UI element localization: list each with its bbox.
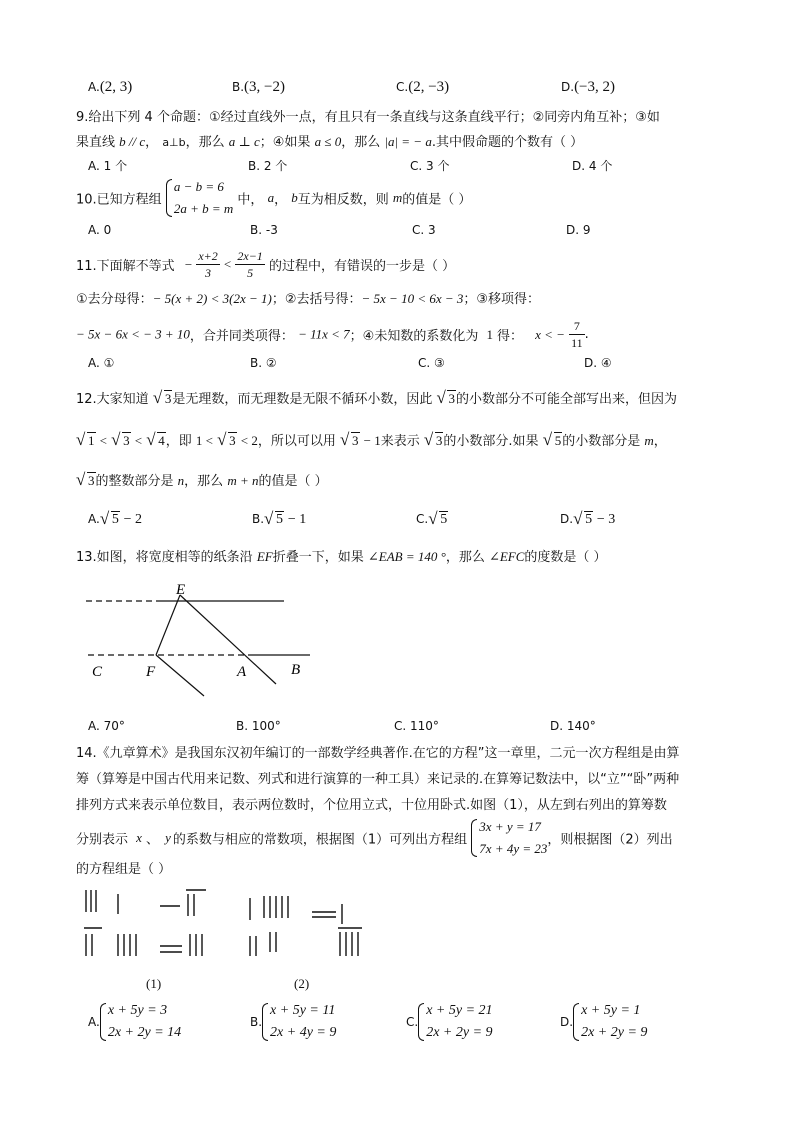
q12-line-1: 12.大家知道 √ 3是无理数，而无理数是无限不循环小数，因此 √ 3的小数部分不可能全部写出来，但因为: [76, 388, 677, 407]
figure-1-caption: (1): [146, 976, 162, 991]
q11-option-b[interactable]: B. ②: [250, 356, 277, 370]
q14-line-1: 14.《九章算术》是我国东汉初年编订的一部数学经典著作.在它的方程”这一章里，二元一次方程组是由算: [76, 746, 680, 761]
q14-option-c[interactable]: C.x + 5y = 21 2x + 2y = 9: [406, 1000, 493, 1044]
q12-option-a[interactable]: A.√ 5 − 2: [88, 512, 142, 528]
q8-option-b[interactable]: B.(3, −2): [232, 79, 285, 95]
label-f: F: [146, 664, 156, 680]
q11-stem: 11.下面解不等式 − $\frac{x+2}{3}$ < $\frac{2x-1}{5}$ 的过程中，有错误的一步是（ ）: [76, 249, 456, 280]
q10-equation-system: a − b = 6 2a + b = m: [166, 176, 233, 220]
q10-option-b[interactable]: B. -3: [250, 223, 278, 237]
figure-2-caption: (2): [294, 976, 310, 991]
q10-option-c[interactable]: C. 3: [412, 223, 436, 237]
q14-option-a[interactable]: A.x + 5y = 3 2x + 2y = 14: [88, 1000, 181, 1044]
q9-line-2: 果直线 b // c， a⊥b，那么 a ⊥ c；④如果 a ≤ 0，那么 |a| = − a.其中假命题的个数有（ ）: [76, 134, 584, 150]
label-b: B: [291, 662, 301, 678]
q14-example-system: 3x + y = 17 7x + 4y = 23: [471, 816, 547, 860]
q14-line-5: 的方程组是（ ）: [76, 862, 172, 877]
q8-option-c[interactable]: C.(2, −3): [396, 79, 450, 95]
q8-option-a[interactable]: A.(2, 3): [88, 79, 133, 95]
q9-option-d[interactable]: D. 4 个: [572, 159, 613, 173]
q12-line-2: √ 1 < √ 3 < √ 4，即 1 < √ 3 < 2，所以可以用 √ 3 − 1来表示 √ 3的小数部分.如果 √ 5的小数部分是 m，: [76, 430, 667, 449]
q13-folding-figure: [80, 578, 320, 703]
q11-option-c[interactable]: C. ③: [418, 356, 445, 370]
q11-steps-line-2: − 5x − 6x < − 3 + 10，合并同类项得： − 11x < 7；④未知数的系数化为 1 得： x < − $\frac{7}{11}$ .: [76, 319, 589, 350]
q14-option-b[interactable]: B.x + 5y = 11 2x + 4y = 9: [250, 1000, 336, 1044]
q10-option-d[interactable]: D. 9: [566, 223, 591, 237]
q12-line-3: √ 3的整数部分是 n，那么 m + n的值是（ ）: [76, 470, 328, 489]
q12-option-b[interactable]: B.√ 5 − 1: [252, 512, 306, 528]
q9-option-c[interactable]: C. 3 个: [410, 159, 450, 173]
label-a: A: [237, 664, 247, 680]
q11-steps-line-1: ①去分母得：− 5(x + 2) < 3(2x − 1)；②去括号得：− 5x − 10 < 6x − 3；③移项得：: [76, 291, 541, 307]
q10-option-a[interactable]: A. 0: [88, 223, 112, 237]
q10-stem: 10.已知方程组 a − b = 6 2a + b = m 中， a， b互为相反数，则 m的值是（ ）: [76, 176, 471, 220]
q12-option-d[interactable]: D.√ 5 − 3: [560, 512, 615, 528]
q9-option-b[interactable]: B. 2 个: [248, 159, 288, 173]
q13-option-a[interactable]: A. 70°: [88, 719, 125, 733]
q14-counting-rods-figure: [80, 884, 370, 964]
q14-line-2: 筹（算筹是中国古代用来记数、列式和进行演算的一种工具）来记录的.在算筹记数法中，以“立”“卧”两种: [76, 772, 680, 787]
q14-line-4: 分别表示 x 、 y 的系数与相应的常数项，根据图（1）可列出方程组 3x + y = 17 7x + 4y = 23，则根据图（2）列出: [76, 816, 673, 860]
q12-option-c[interactable]: C.√ 5: [416, 512, 448, 528]
q9-line-1: 9.给出下列 4 个命题：①经过直线外一点，有且只有一条直线与这条直线平行；②同旁内角互补；③如: [76, 110, 660, 125]
q11-option-d[interactable]: D. ④: [584, 356, 612, 370]
q14-option-d[interactable]: D.x + 5y = 1 2x + 2y = 9: [560, 1000, 647, 1044]
q8-option-d[interactable]: D.(−3, 2): [561, 79, 616, 95]
q13-option-d[interactable]: D. 140°: [550, 719, 596, 733]
q11-option-a[interactable]: A. ①: [88, 356, 115, 370]
q13-option-b[interactable]: B. 100°: [236, 719, 281, 733]
label-c: C: [92, 664, 103, 680]
q13-option-c[interactable]: C. 110°: [394, 719, 439, 733]
q13-stem: 13.如图，将宽度相等的纸条沿 EF折叠一下，如果 ∠EAB = 140 °，那么 ∠EFC的度数是（ ）: [76, 549, 607, 565]
label-e: E: [176, 582, 186, 598]
q9-option-a[interactable]: A. 1 个: [88, 159, 128, 173]
q14-line-3: 排列方式来表示单位数目，表示两位数时，个位用立式，十位用卧式.如图（1），从左到右列出的算筹数: [76, 798, 667, 813]
